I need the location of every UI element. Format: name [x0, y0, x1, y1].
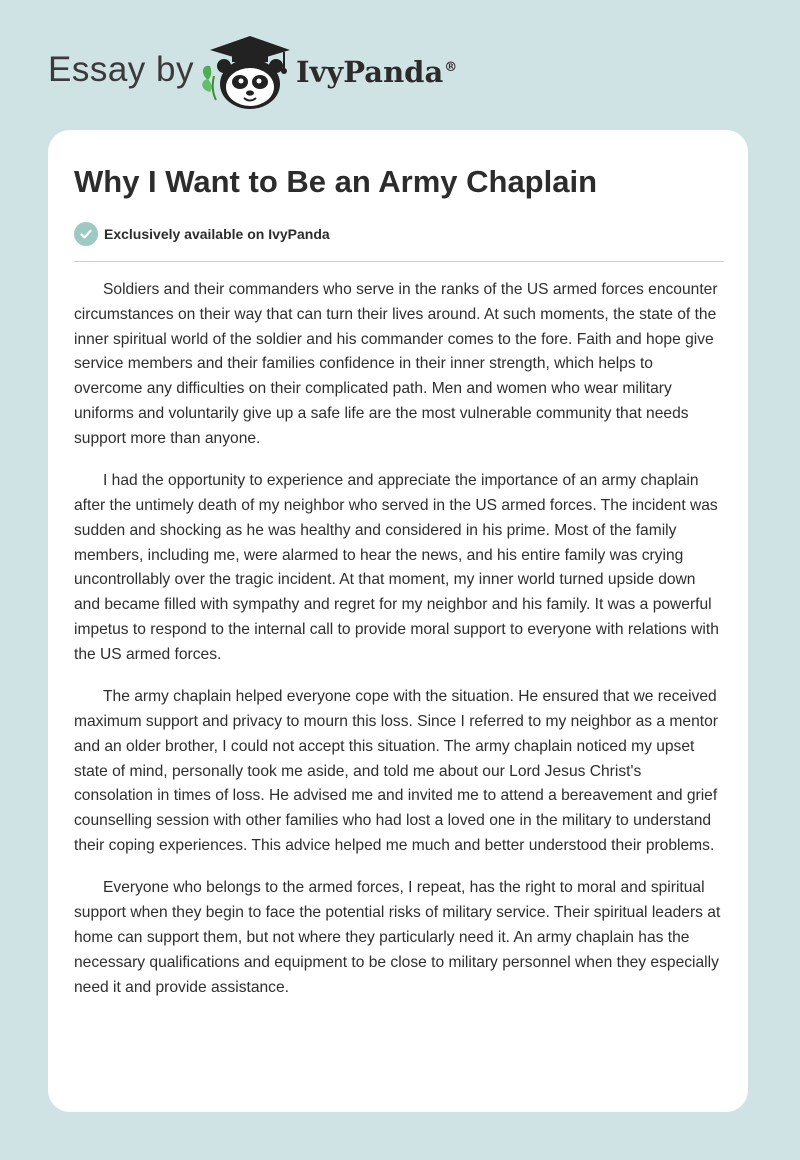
- paragraph: Soldiers and their commanders who serve in the ranks of the US armed forces encounter circumstances on their way that can turn their lives around. At such moments, the state of the inner spiritual world of the soldier and his commander comes to the fore. Faith and hope give service members and their families confidence in their inner strength, which helps to overcome any difficulties on their complicated path. Men and women who wear military uniforms and voluntarily give up a safe life are the most vulnerable community that needs support more than anyone.: [74, 281, 718, 447]
- paragraph: Everyone who belongs to the armed forces, I repeat, has the right to moral and spiritual support when they begin to face the potential risks of military service. Their spiritual leaders at home can support them, but not where they particularly need it. An army chaplain has the necessary qualifications and equipment to be close to military personnel when they especially need it and provide assistance.: [74, 879, 721, 996]
- brand-text: IvyPanda: [296, 55, 444, 89]
- essay-card: [48, 130, 748, 1112]
- registered-mark: ®: [444, 60, 458, 76]
- essay-body: [74, 278, 724, 1018]
- paragraph: The army chaplain helped everyone cope with the situation. He ensured that we received maximum support and privacy to mourn this loss. Since I referred to my neighbor as a mentor and an older brother, I could not accept this situation. The army chaplain noticed my upset state of mind, personally took me aside, and told me about our Lord Jesus Christ's consolation in times of loss. He advised me and invited me to attend a bereavement and grief counselling session with other families who had lost a loved one in the military to understand their coping experiences. This advice helped me much and better understood their problems.: [74, 688, 718, 854]
- page-title: Why I Want to Be an Army Chaplain: [74, 164, 598, 199]
- panda-graduate-icon[interactable]: [198, 30, 298, 112]
- site-header: [0, 0, 800, 130]
- divider: [74, 261, 724, 262]
- check-circle-icon: [74, 222, 98, 246]
- exclusive-badge: [74, 222, 330, 246]
- paragraph: I had the opportunity to experience and appreciate the importance of an army chaplain after the untimely death of my neighbor who served in the US armed forces. The incident was sudden and shocking as he was healthy and considered in his prime. Most of the family members, including me, were alarmed to hear the news, and his entire family was crying uncontrollably over the tragic incident. At that moment, my inner world turned upside down and became filled with sympathy and regret for my neighbor and his family. It was a powerful impetus to respond to the internal call to provide moral support to everyone with relations with the US armed forces.: [74, 472, 719, 663]
- brand-name[interactable]: [296, 55, 457, 89]
- badge-text: Exclusively available on IvyPanda: [104, 226, 330, 242]
- essay-by-label: Essay by: [48, 50, 194, 89]
